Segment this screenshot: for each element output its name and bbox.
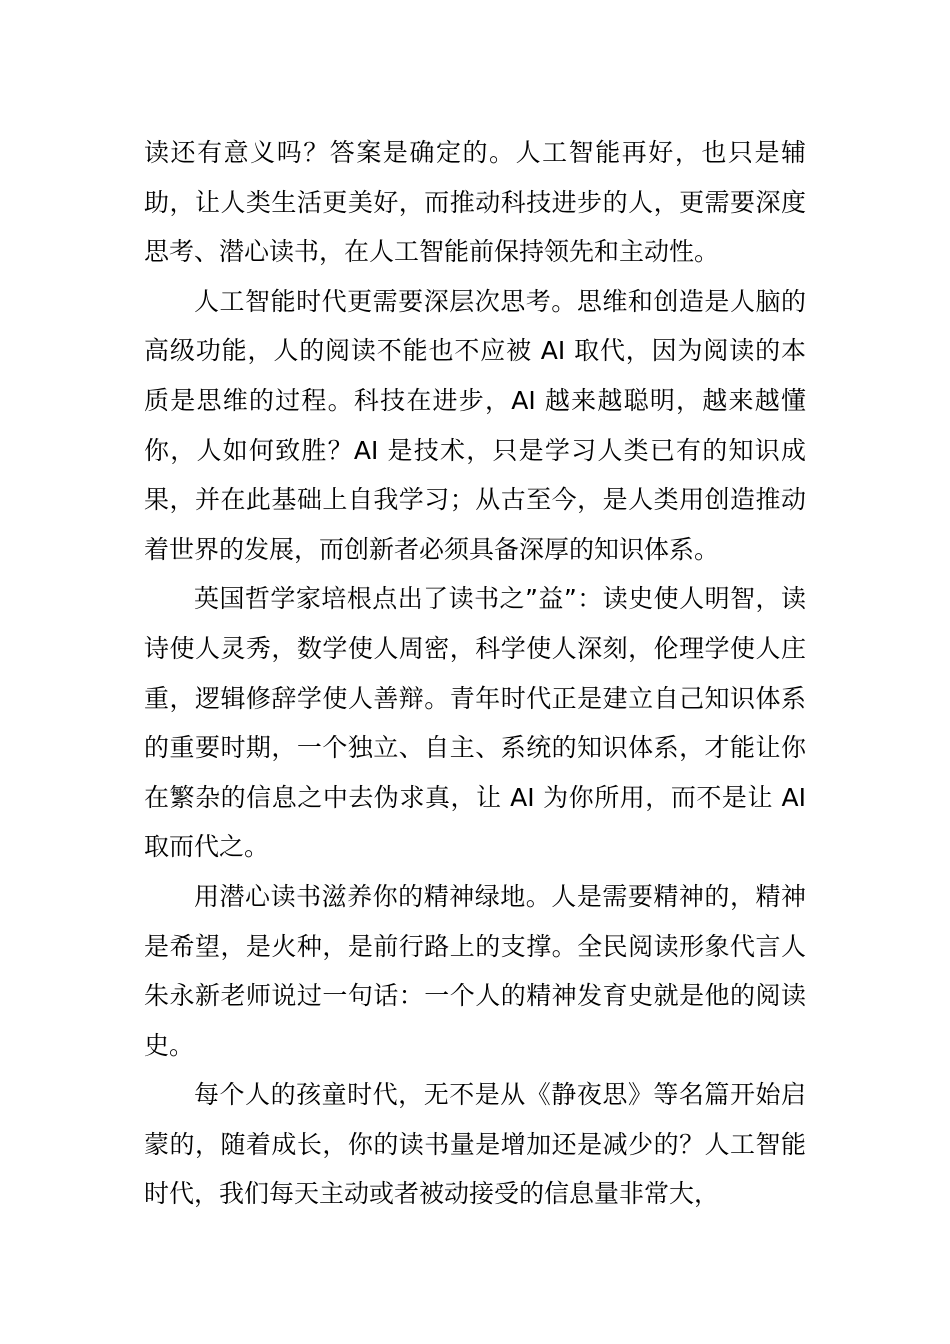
paragraph-1: 读还有意义吗？答案是确定的。人工智能再好，也只是辅助，让人类生活更美好，而推动科技进步的人，更需要深度思考、潜心读书，在人工智能前保持领先和主动性。: [144, 138, 806, 267]
paragraph-4: 用潜心读书滋养你的精神绿地。人是需要精神的，精神是希望，是火种，是前行路上的支撑。全民阅读形象代言人朱永新老师说过一句话：一个人的精神发育史就是他的阅读史。: [144, 881, 806, 1060]
paragraph-5: 每个人的孩童时代，无不是从《静夜思》等名篇开始启蒙的，随着成长，你的读书量是增加还是减少的？人工智能时代，我们每天主动或者被动接受的信息量非常大，: [144, 1080, 806, 1209]
document-page: [144, 128, 806, 1219]
paragraph-3: 英国哲学家培根点出了读书之”益”：读史使人明智，读诗使人灵秀，数学使人周密，科学使人深刻，伦理学使人庄重，逻辑修辞学使人善辩。青年时代正是建立自己知识体系的重要时期，一个独立、自主、系统的知识体系，才能让你在繁杂的信息之中去伪求真，让 AI 为你所用，而不是让 AI 取而代之。: [144, 584, 806, 862]
paragraph-2: 人工智能时代更需要深层次思考。思维和创造是人脑的高级功能，人的阅读不能也不应被 AI 取代，因为阅读的本质是思维的过程。科技在进步，AI 越来越聪明，越来越懂你，人如何致胜？AI 是技术，只是学习人类已有的知识成果，并在此基础上自我学习；从古至今，是人类用创造推动着世界的发展，而创新者必须具备深厚的知识体系。: [144, 286, 806, 564]
